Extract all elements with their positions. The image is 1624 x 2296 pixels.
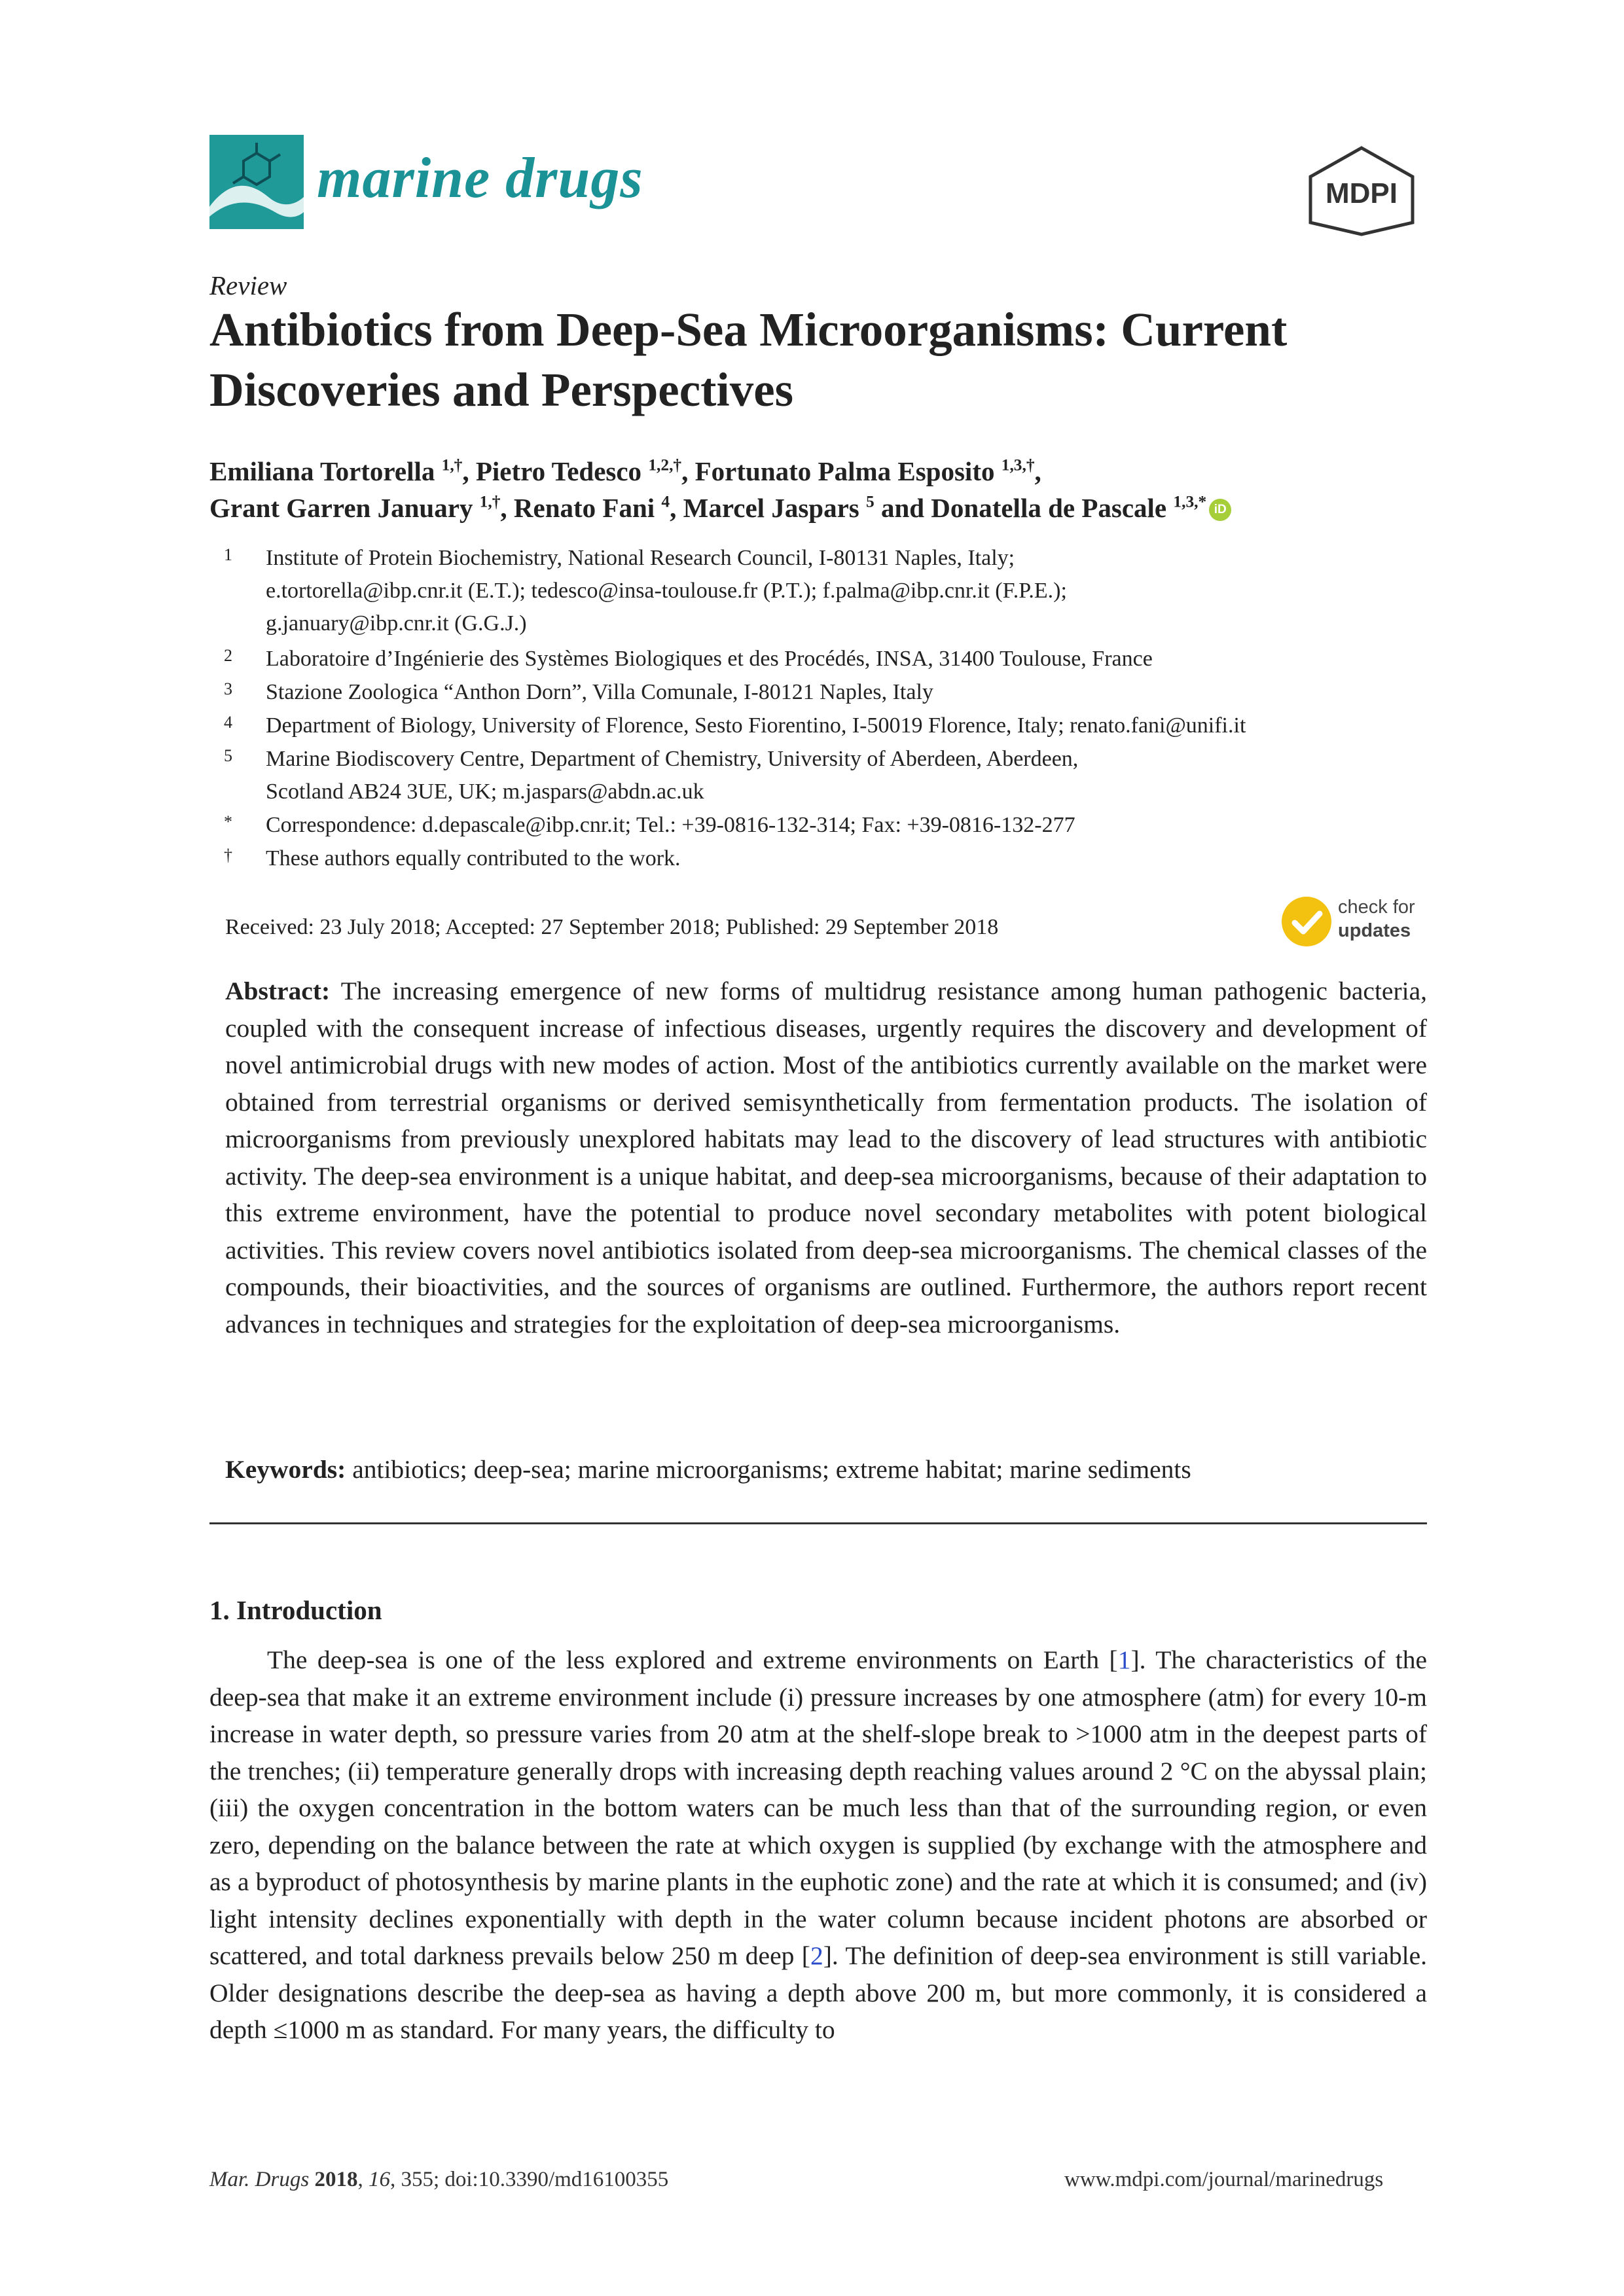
author-list-line-1: Emiliana Tortorella $^{1,\dagger}$, Pietro Tedesco $^{1,2,\dagger}$, Fortunato Palma Esposito $^{1,3,\dagger}$, xyxy=(209,456,1041,486)
abstract xyxy=(225,973,1427,1342)
citation-link[interactable]: 1 xyxy=(1117,1645,1131,1674)
journal-logo xyxy=(209,135,304,229)
footer-year: 2018 xyxy=(314,2168,358,2191)
citation-link[interactable]: 2 xyxy=(810,1941,823,1970)
affiliation-marker: 3 xyxy=(224,679,232,698)
check-for-updates-badge[interactable] xyxy=(1282,897,1432,949)
affiliation-2 xyxy=(209,643,1427,675)
footer-doi: , 355; doi:10.3390/md16100355 xyxy=(389,2168,669,2191)
affiliation-marker: 4 xyxy=(224,713,232,732)
keywords xyxy=(225,1454,1191,1484)
section-heading: 1. Introduction xyxy=(209,1595,382,1625)
affiliation-line: Marine Biodiscovery Centre, Department of Chemistry, University of Aberdeen, Aberdeen, xyxy=(266,747,1079,771)
affiliation-line: e.tortorella@ibp.cnr.it (E.T.); tedesco@insa-toulouse.fr (P.T.); f.palma@ibp.cnr.it (F.P.E.); xyxy=(266,579,1067,603)
mdpi-logo-text: MDPI xyxy=(1326,177,1398,209)
affiliation-line: Department of Biology, University of Florence, Sesto Fiorentino, I-50019 Florence, Italy; renato.fani@unifi.it xyxy=(266,713,1246,738)
article-title: Antibiotics from Deep-Sea Microorganisms: Current Discoveries and Perspectives xyxy=(209,303,1288,416)
author-affiliation-marker: 1,† xyxy=(441,456,463,475)
article-type: Review xyxy=(209,270,287,300)
author-affiliation-marker: 4 xyxy=(661,492,670,511)
affiliation-line: Stazione Zoologica “Anthon Dorn”, Villa Comunale, I-80121 Naples, Italy xyxy=(266,680,933,704)
journal-name: marine drugs xyxy=(317,147,643,210)
affiliation-5 xyxy=(209,743,1427,808)
affiliation-line: Laboratoire d’Ingénierie des Systèmes Biologiques et des Procédés, INSA, 31400 Toulouse, France xyxy=(266,647,1153,671)
publication-dates: Received: 23 July 2018; Accepted: 27 September 2018; Published: 29 September 2018 xyxy=(225,915,999,939)
affiliation-marker: 1 xyxy=(224,545,232,564)
keywords-label: Keywords: xyxy=(225,1455,346,1484)
author-affiliation-marker: 1,3,† xyxy=(1001,456,1035,475)
affiliation-line: Institute of Protein Biochemistry, National Research Council, I-80131 Naples, Italy; xyxy=(266,546,1015,570)
affiliation-4 xyxy=(209,709,1427,742)
author-name: Fortunato Palma Esposito xyxy=(695,456,995,486)
affiliation-1 xyxy=(209,542,1427,640)
dagger-marker: † xyxy=(224,846,232,865)
affiliation-line: Scotland AB24 3UE, UK; m.jaspars@abdn.ac.uk xyxy=(266,780,704,804)
equal-contribution-line: These authors equally contributed to the work. xyxy=(266,846,681,870)
keywords-text: antibiotics; deep-sea; marine microorganisms; extreme habitat; marine sediments xyxy=(352,1455,1191,1484)
author-name: Renato Fani xyxy=(513,493,655,523)
author-affiliation-marker: 5 xyxy=(865,492,875,511)
author-affiliation-marker: 1,2,† xyxy=(648,456,682,475)
footer-journal-abbrev: Mar. Drugs xyxy=(209,2168,310,2191)
affiliation-3 xyxy=(209,676,1427,709)
checkmark-icon xyxy=(1282,897,1331,946)
author-name: Donatella de Pascale xyxy=(931,493,1167,523)
footer-url[interactable]: www.mdpi.com/journal/marinedrugs xyxy=(1064,2168,1384,2191)
author-affiliation-marker: 1,† xyxy=(479,492,501,511)
equal-contribution-note xyxy=(209,842,1427,875)
correspondence xyxy=(209,809,1427,842)
abstract-text: The increasing emergence of new forms of multidrug resistance among human pathogenic bacteria, coupled with the consequent increase of infectious diseases, urgently requires the discovery and development of novel antimicrobial drugs with new modes of action. Most of the antibiotics currently available on the market were obtained from terrestrial organisms or derived semisynthetically from fermentation products. The isolation of microorganisms from previously unexplored habitats may lead to the discovery of lead structures with antibiotic activity. The deep-sea environment is a unique habitat, and deep-sea microorganisms, because of their adaptation to this extreme environment, have the potential to produce novel secondary metabolites with potent biological activities. This review covers novel antibiotics isolated from deep-sea microorganisms. The chemical classes of the compounds, their bioactivities, and the sources of organisms are outlined. Furthermore, the authors report recent advances in techniques and strategies for the exploitation of deep-sea microorganisms. xyxy=(225,977,1427,1338)
footer-citation: Mar. Drugs 2018, 16, 355; doi:10.3390/md16100355 xyxy=(209,2168,669,2191)
author-name: Emiliana Tortorella xyxy=(209,456,435,486)
check-for-updates-line2: updates xyxy=(1338,920,1411,941)
correspondence-marker: * xyxy=(224,812,232,831)
affiliation-marker: 2 xyxy=(224,646,232,665)
author-list-line-2: Grant Garren January $^{1,\dagger}$, Renato Fani $^4$, Marcel Jaspars $^5$ and Donatella de Pascale $^{1,3,*}$ iD xyxy=(209,492,1231,524)
author-name: Grant Garren January xyxy=(209,493,473,523)
correspondence-line: Correspondence: d.depascale@ibp.cnr.it; Tel.: +39-0816-132-314; Fax: +39-0816-132-277 xyxy=(266,813,1075,837)
mdpi-logo xyxy=(1303,145,1420,237)
introduction-paragraph: The deep-sea is one of the less explored and extreme environments on Earth [1]. The characteristics of the deep-sea that make it an extreme environment include (i) pressure increases by one atmosphere (atm) for every 10-m increase in water depth, so pressure varies from 20 atm at the shelf-slope break to >1000 atm in the deepest parts of the trenches; (ii) temperature generally drops with increasing depth reaching values around 2 °C on the abyssal plain; (iii) the oxygen concentration in the bottom waters can be much less than that of the surrounding region, or even zero, depending on the balance between the rate at which oxygen is supplied (by exchange with the atmosphere and as a byproduct of photosynthesis by marine plants in the euphotic zone) and the rate at which it is consumed; and (iv) light intensity declines exponentially with depth in the water column because incident photons are absorbed or scattered, and total darkness prevails below 250 m deep [2]. The definition of deep-sea environment is still variable. Older designations describe the deep-sea as having a depth above 200 m, but more commonly, it is considered a depth ≤1000 m as standard. For many years, the difficulty to xyxy=(209,1645,1427,2044)
footer-volume: 16 xyxy=(368,2168,390,2191)
molecule-wave-icon xyxy=(209,135,304,229)
author-affiliation-marker: 1,3,* xyxy=(1173,492,1207,511)
author-name: Pietro Tedesco xyxy=(475,456,642,486)
affiliation-line: g.january@ibp.cnr.it (G.G.J.) xyxy=(266,611,527,636)
abstract-label: Abstract: xyxy=(225,977,331,1005)
orcid-icon[interactable]: iD xyxy=(1209,499,1231,521)
affiliation-marker: 5 xyxy=(224,746,232,765)
check-for-updates-line1: check for xyxy=(1338,897,1415,918)
author-name: Marcel Jaspars xyxy=(683,493,859,523)
divider xyxy=(209,1522,1427,1524)
